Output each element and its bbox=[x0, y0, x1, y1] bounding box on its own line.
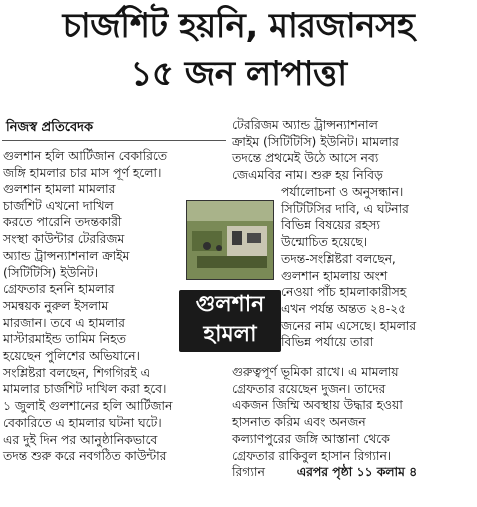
headline-line-2: ১৫ জন লাপাত্তা bbox=[130, 54, 347, 94]
badge-line-1: গুলশান bbox=[195, 292, 265, 317]
text-line: সিটিটিসির দাবি, এ ঘটনার bbox=[281, 201, 409, 216]
text-line: কল্যাণপুরের জঙ্গি আস্তানা থেকে bbox=[232, 431, 390, 446]
text-line: হয়েছেন পুলিশের অভিযানে। bbox=[3, 349, 140, 363]
text-line: গ্রেফতার রয়েছেন দুজন। তাদের bbox=[232, 381, 386, 396]
text-line: গ্রেফতার হননি হামলার bbox=[3, 282, 115, 297]
byline: নিজস্ব প্রতিবেদক bbox=[6, 120, 94, 135]
text-line: উন্মোচিত হয়েছে। bbox=[281, 235, 368, 250]
text-line: তদন্ত-সংশ্লিষ্টরা বলছেন, bbox=[281, 251, 396, 266]
badge-line-2: হামলা bbox=[203, 322, 257, 347]
text-line: গুরুত্বপূর্ণ ভূমিকা রাখে। এ মামলায় bbox=[232, 365, 399, 379]
text-line: ক্রাইম (সিটিটিসি) ইউনিট। মামলার bbox=[232, 134, 399, 149]
left-column-narrow bbox=[3, 181, 181, 348]
section-badge bbox=[179, 290, 281, 352]
text-line: বিভিন্ন বিষয়ের রহস্য bbox=[281, 218, 380, 233]
text-line: অ্যান্ড ট্রান্সন্যাশনাল ক্রাইম bbox=[3, 248, 130, 263]
text-line: এর দুই দিন পর আনুষ্ঠানিকভাবে bbox=[3, 432, 158, 447]
text-line: তদন্ত শুরু করে নবগঠিত কাউন্টার bbox=[3, 449, 167, 464]
text-line: জেএমবির নাম। শুরু হয় নিবিড় bbox=[232, 168, 383, 183]
text-line: হাসনাত করিম এবং অনজন bbox=[232, 415, 366, 430]
text-line: (সিটিটিসি) ইউনিট। bbox=[3, 265, 99, 280]
text-line: গুলশান হলি আর্টিজান বেকারিতে bbox=[3, 149, 168, 163]
continuation-line bbox=[232, 464, 417, 481]
text-line: বিভিন্ন পর্যায়ে তারা bbox=[281, 335, 374, 350]
text-line: গ্রেফতার রাকিবুল হাসান রিগ্যান। bbox=[232, 448, 392, 463]
text-line: সমন্বয়ক নুরুল ইসলাম bbox=[3, 298, 109, 313]
text-line: ১ জুলাই গুলশানের হলি আর্টিজান bbox=[3, 399, 173, 414]
text-line: এখন পর্যন্ত অন্তত ২৪-২৫ bbox=[281, 301, 407, 316]
text-line: টেররিজম অ্যান্ড ট্রান্সন্যাশনাল bbox=[232, 118, 378, 132]
news-photo bbox=[186, 200, 274, 280]
text-line: গুলশান হামলায় অংশ bbox=[281, 268, 388, 283]
left-column-top-wide bbox=[3, 148, 225, 181]
text-line: মামলার চার্জশিট দাখিল করা হবে। bbox=[3, 382, 167, 397]
headline bbox=[0, 2, 477, 98]
text-line: একজন জিম্মি অবস্থায় উদ্ধার হওয়া bbox=[232, 398, 403, 413]
byline-box bbox=[2, 118, 226, 141]
text-line: সংশ্লিষ্টরা বলছেন, শিগগিরই এ bbox=[3, 365, 150, 380]
text-line: বেকারিতে এ হামলার ঘটনা ঘটে। bbox=[3, 415, 162, 430]
text-line: সংস্থা কাউন্টার টেররিজম bbox=[3, 232, 125, 247]
text-line: করতে পারেনি তদন্তকারী bbox=[3, 215, 122, 230]
text-line: নেওয়া পাঁচ হামলাকারীসহ bbox=[281, 285, 407, 300]
right-column-bottom bbox=[232, 364, 417, 481]
left-column-bottom bbox=[3, 348, 172, 465]
text-line: মাস্টারমাইন্ড তামিম নিহত bbox=[3, 332, 126, 347]
jump-text: এরপর পৃষ্ঠা ১১ কলাম ৪ bbox=[296, 465, 418, 480]
text-line: পর্যালোচনা ও অনুসন্ধান। bbox=[281, 185, 404, 199]
text-line: চার্জশিট এখনো দাখিল bbox=[3, 198, 114, 213]
text-line: তদন্তে প্রথমেই উঠে আসে নব্য bbox=[232, 151, 379, 166]
text-line: মারজান। তবে এ হামলার bbox=[3, 315, 125, 330]
right-column-top-wide bbox=[232, 117, 399, 184]
right-column-narrow bbox=[281, 184, 416, 351]
headline-line-1: চার্জশিট হয়নি, মারজানসহ bbox=[62, 6, 415, 46]
text-line: গুলশান হামলা মামলার bbox=[3, 182, 116, 196]
photo-image bbox=[187, 201, 273, 279]
text-line: জনের নাম এসেছে। হামলার bbox=[281, 318, 417, 333]
text-line: রিগ্যান bbox=[232, 465, 265, 480]
text-line: জঙ্গি হামলার চার মাস পূর্ণ হলো। bbox=[3, 165, 162, 180]
